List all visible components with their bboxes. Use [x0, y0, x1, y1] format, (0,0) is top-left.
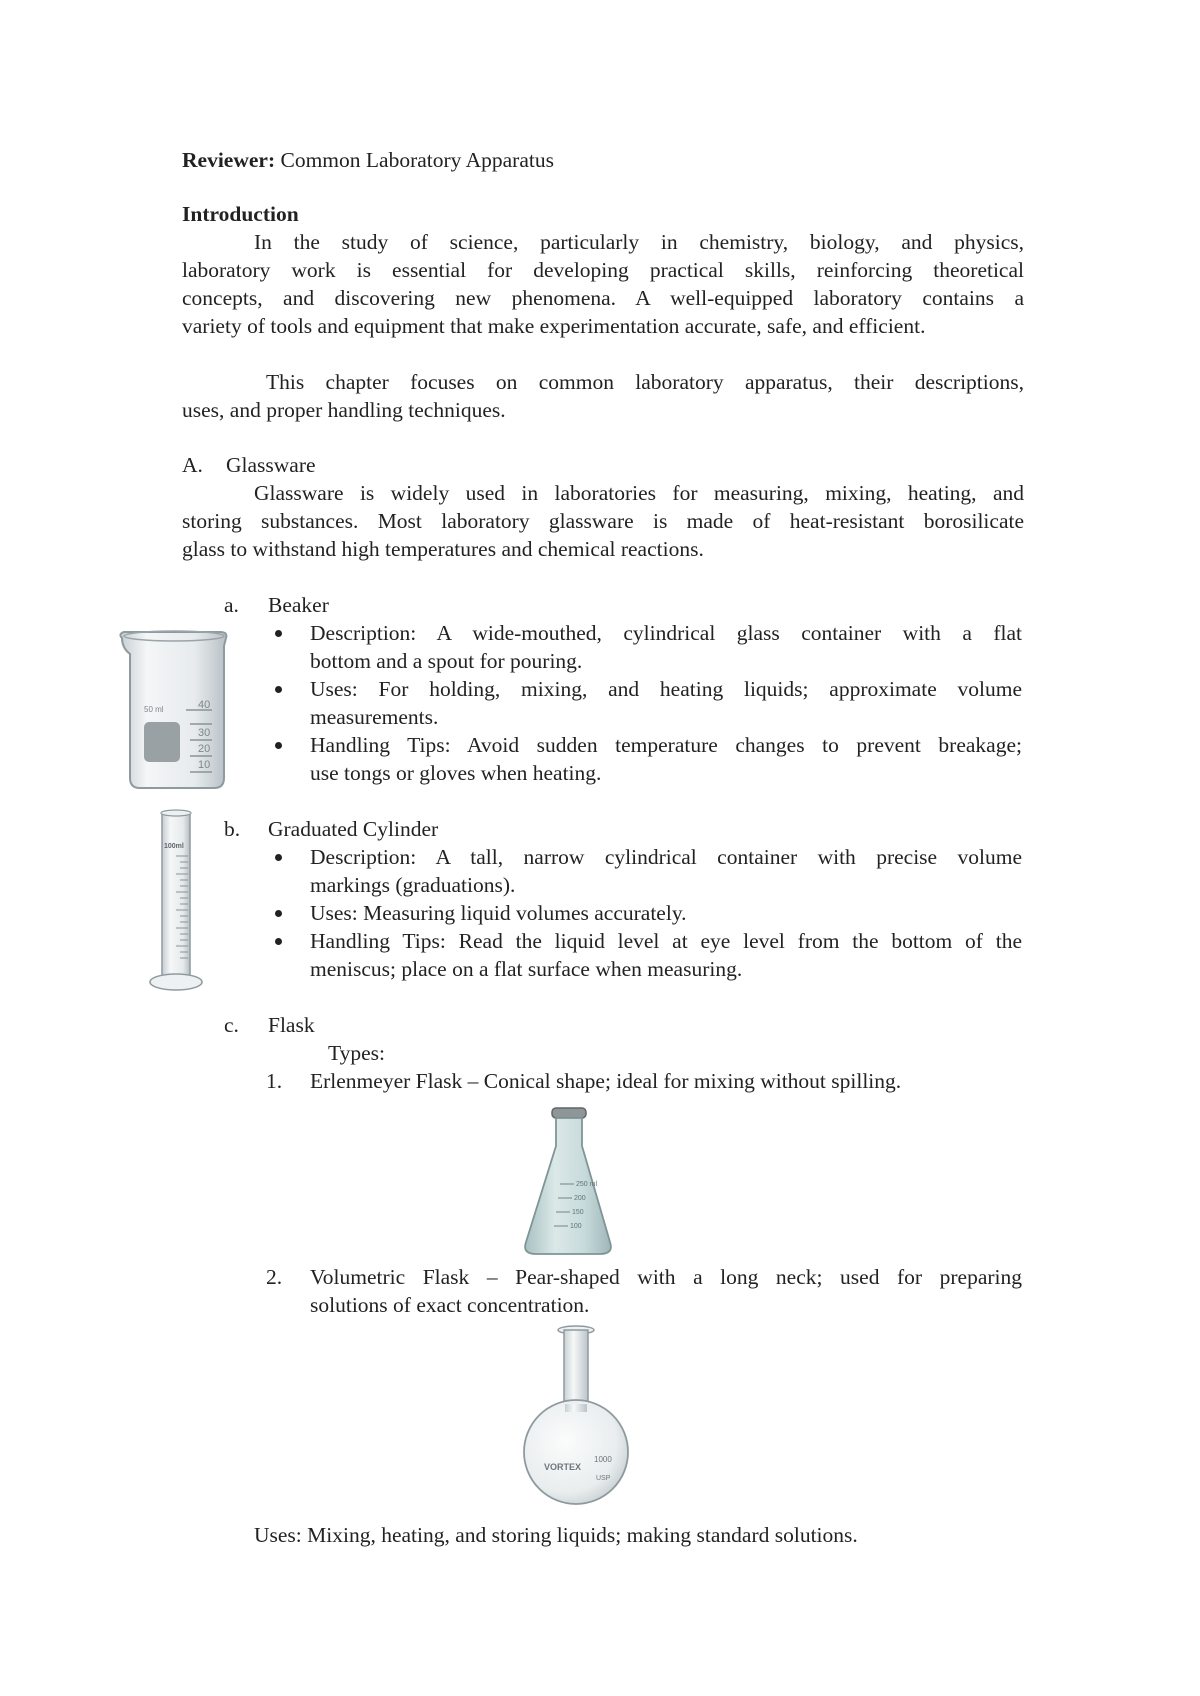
cylinder-uses-line1: Uses: Measuring liquid volumes accurately. [310, 901, 687, 925]
flask-types-label: Types: [328, 1041, 386, 1065]
beaker-mark-20: 20 [198, 743, 211, 755]
beaker-handling-line2: use tongs or gloves when heating. [310, 761, 602, 785]
volumetric-mark-volume: 1000 [594, 1455, 612, 1464]
intro-paragraph1-line2: laboratory work is essential for developing practical skills, reinforcing theoretical [182, 258, 1024, 282]
cylinder-bullet-1-dot [275, 854, 282, 861]
cylinder-base [150, 974, 202, 990]
erlenmeyer-number: 1. [266, 1069, 283, 1093]
beaker-image [116, 628, 236, 794]
glassware-marker: A. [182, 453, 203, 477]
beaker-mark-10: 10 [198, 759, 211, 771]
glassware-paragraph-line3: glass to withstand high temperatures and chemical reactions. [182, 537, 704, 561]
beaker-uses-line2: measurements. [310, 705, 439, 729]
beaker-uses-line1: Uses: For holding, mixing, and heating liquids; approximate volume [310, 677, 1022, 701]
volumetric-mark-usp: USP [596, 1475, 611, 1482]
beaker-bullet-3-dot [275, 742, 282, 749]
intro-paragraph2-line2: uses, and proper handling techniques. [182, 398, 506, 422]
glassware-heading: Glassware [226, 453, 316, 477]
cylinder-handling-line1: Handling Tips: Read the liquid level at eye level from the bottom of the [310, 929, 1022, 953]
volumetric-line2: solutions of exact concentration. [310, 1293, 590, 1317]
document-header [182, 146, 554, 174]
beaker-mark-40: 40 [198, 699, 211, 711]
glassware-paragraph-line1: Glassware is widely used in laboratories for measuring, mixing, heating, and [254, 481, 1024, 505]
erlenmeyer-mark-150: 150 [572, 1209, 584, 1216]
volumetric-number: 2. [266, 1265, 283, 1289]
beaker-label-patch [144, 722, 180, 762]
cylinder-bullet-2-dot [275, 910, 282, 917]
beaker-description-line1: Description: A wide-mouthed, cylindrical glass container with a flat [310, 621, 1022, 645]
graduated-cylinder-image [148, 808, 204, 994]
cylinder-mark-label: 100ml [164, 843, 184, 850]
volumetric-line1: Volumetric Flask – Pear-shaped with a long neck; used for preparing [310, 1265, 1022, 1289]
erlenmeyer-mark-100: 100 [570, 1223, 582, 1230]
erlenmeyer-mark-250ml: 250 ml [576, 1181, 598, 1188]
flask-uses: Uses: Mixing, heating, and storing liquids; making standard solutions. [254, 1523, 858, 1547]
cylinder-marker: b. [224, 817, 241, 841]
intro-paragraph2-line1: This chapter focuses on common laboratory apparatus, their descriptions, [266, 370, 1024, 394]
beaker-handling-line1: Handling Tips: Avoid sudden temperature changes to prevent breakage; [310, 733, 1022, 757]
intro-paragraph1-line3: concepts, and discovering new phenomena. A well-equipped laboratory contains a [182, 286, 1024, 310]
beaker-bullet-1-dot [275, 630, 282, 637]
erlenmeyer-mark-200: 200 [574, 1195, 586, 1202]
beaker-heading: Beaker [268, 593, 329, 617]
cylinder-description-line2: markings (graduations). [310, 873, 516, 897]
beaker-mark-50ml: 50 ml [144, 705, 164, 714]
volumetric-mark-brand: VORTEX [544, 1462, 582, 1472]
cylinder-bullet-3-dot [275, 938, 282, 945]
volumetric-flask-image [516, 1324, 636, 1506]
cylinder-handling-line2: meniscus; place on a flat surface when measuring. [310, 957, 743, 981]
glassware-paragraph-line2: storing substances. Most laboratory glassware is made of heat-resistant borosilicate [182, 509, 1024, 533]
beaker-marker: a. [224, 593, 239, 617]
flask-heading: Flask [268, 1013, 315, 1037]
cylinder-heading: Graduated Cylinder [268, 817, 439, 841]
intro-paragraph1-line1: In the study of science, particularly in chemistry, biology, and physics, [254, 230, 1024, 254]
erlenmeyer-text: Erlenmeyer Flask – Conical shape; ideal for mixing without spilling. [310, 1069, 902, 1093]
document-title: Common Laboratory Apparatus [280, 148, 554, 172]
intro-paragraph1-line4: variety of tools and equipment that make experimentation accurate, safe, and efficient. [182, 314, 926, 338]
introduction-heading: Introduction [182, 202, 299, 226]
reviewer-label: Reviewer: [182, 148, 276, 172]
erlenmeyer-flask-image [520, 1106, 616, 1258]
beaker-bullet-2-dot [275, 686, 282, 693]
flask-marker: c. [224, 1013, 239, 1037]
cylinder-description-line1: Description: A tall, narrow cylindrical container with precise volume [310, 845, 1022, 869]
beaker-description-line2: bottom and a spout for pouring. [310, 649, 583, 673]
beaker-mark-30: 30 [198, 727, 211, 739]
